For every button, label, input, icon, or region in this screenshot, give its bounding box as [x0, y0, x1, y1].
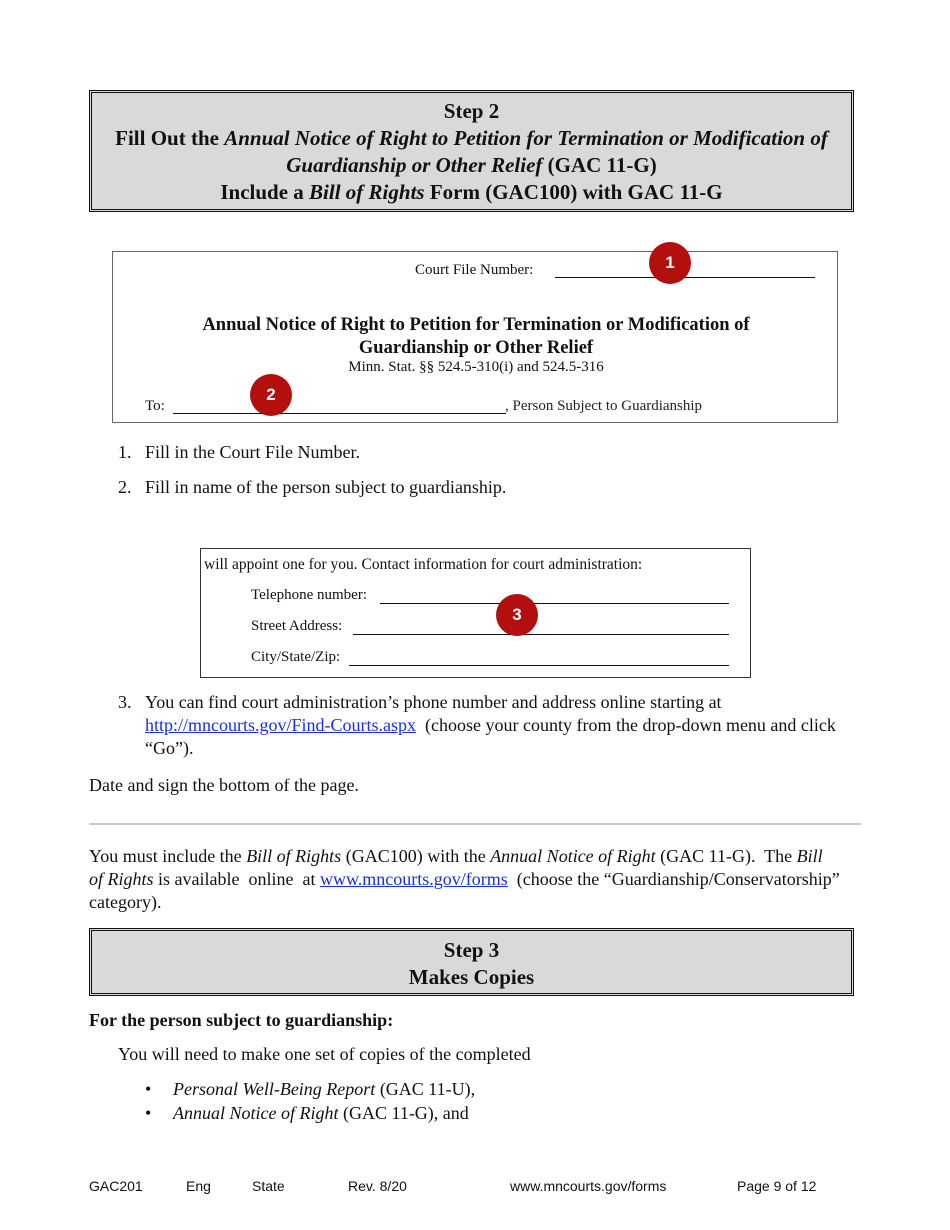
form-title [113, 314, 839, 360]
instruction-2-num: 2. [118, 477, 132, 497]
copies-intro: You will need to make one set of copies of the completed [118, 1044, 531, 1064]
bill-para-t3: (GAC 11-G). The [655, 846, 797, 866]
instruction-2-text: Fill in name of the person subject to guardianship. [145, 477, 507, 497]
step3-subtitle: Makes Copies [408, 965, 535, 989]
bill-para-t2: (GAC100) with the [341, 846, 491, 866]
step3-header [89, 928, 854, 996]
step2-form-name-cont: Guardianship or Other Relief [286, 153, 543, 177]
bill-para-i3: Bill [796, 846, 823, 866]
footer-scope: State [252, 1178, 285, 1194]
callout-badge-1: 1 [649, 242, 691, 284]
mncourts-forms-link[interactable]: www.mncourts.gov/forms [319, 869, 508, 889]
bill-para-line1 [89, 845, 859, 868]
step2-fill-out-line [92, 125, 851, 152]
step2-form-name: Annual Notice of Right to Petition for Termination or Modification of [224, 126, 828, 150]
to-label: To: [145, 398, 165, 414]
street-address-label: Street Address: [251, 618, 343, 634]
instruction-2 [118, 476, 507, 499]
bill-para-line2 [89, 868, 859, 891]
street-address-field[interactable] [353, 634, 729, 635]
contact-intro-text: will appoint one for you. Contact information for court administration: [204, 556, 643, 573]
instruction-1-text: Fill in the Court File Number. [145, 442, 360, 462]
city-state-zip-field[interactable] [349, 665, 729, 666]
bullet-2-rest: (GAC 11-G), and [338, 1103, 469, 1123]
instruction-1-num: 1. [118, 442, 132, 462]
step2-include-line [92, 179, 851, 206]
form-excerpt-annual-notice [112, 251, 838, 423]
telephone-field[interactable] [380, 603, 729, 604]
step2-header [89, 90, 854, 212]
step2-guardianship-line [92, 152, 851, 179]
date-and-sign: Date and sign the bottom of the page. [89, 775, 359, 795]
form-title-line2: Guardianship or Other Relief [358, 338, 594, 358]
instruction-3-choose: (choose your county from the drop-down menu and click [416, 715, 836, 735]
bill-of-rights-paragraph [89, 845, 859, 914]
instruction-3-text [145, 691, 858, 760]
footer-page-number: Page 9 of 12 [737, 1178, 817, 1194]
person-name-field[interactable] [173, 413, 506, 414]
instruction-3-line3: “Go”). [145, 738, 194, 758]
bullet-dot: • [145, 1079, 152, 1099]
bill-para-i4: of Rights [89, 869, 154, 889]
bill-para-t1: You must include the [89, 846, 247, 866]
form-excerpt-court-contact [200, 548, 751, 678]
step2-fill-prefix: Fill Out the [115, 126, 225, 150]
step2-form-code: (GAC 11-G) [542, 153, 657, 177]
bullet-1-text [173, 1078, 475, 1101]
section-divider [89, 823, 861, 825]
instruction-3-num: 3. [118, 692, 132, 712]
bullet-2-italic: Annual Notice of Right [173, 1103, 339, 1123]
callout-badge-3: 3 [496, 594, 538, 636]
instruction-3 [118, 691, 858, 758]
instruction-1 [118, 441, 360, 464]
bill-para-i1: Bill of Rights [246, 846, 342, 866]
copies-heading: For the person subject to guardianship: [89, 1010, 394, 1030]
bill-para-t4: is available online at [153, 869, 320, 889]
footer-url: www.mncourts.gov/forms [510, 1178, 667, 1194]
bill-para-t5: (choose the “Guardianship/Conservatorship” [507, 869, 840, 889]
footer-language: Eng [186, 1178, 211, 1194]
bullet-dot: • [145, 1103, 152, 1123]
step2-title: Step 2 [443, 99, 500, 123]
step2-include-prefix: Include a [220, 180, 310, 204]
find-courts-link[interactable]: http://mncourts.gov/Find-Courts.aspx [145, 715, 417, 735]
bill-para-line3: category). [89, 892, 162, 912]
instruction-3-line2 [145, 714, 858, 737]
city-state-zip-label: City/State/Zip: [251, 649, 341, 665]
statute-reference: Minn. Stat. §§ 524.5-310(i) and 524.5-316 [348, 359, 604, 375]
person-subject-label: , Person Subject to Guardianship [505, 398, 703, 414]
telephone-label: Telephone number: [251, 587, 367, 603]
bill-para-i2: Annual Notice of Right [490, 846, 656, 866]
bullet-2-text [173, 1102, 469, 1125]
footer-revision: Rev. 8/20 [348, 1178, 407, 1194]
instruction-3-line1: You can find court administration’s phone number and address online starting at [145, 692, 722, 712]
step2-include-suffix: Form (GAC100) with GAC 11-G [424, 180, 723, 204]
form-title-line1: Annual Notice of Right to Petition for Termination or Modification of [202, 315, 750, 335]
bullet-1-rest: (GAC 11-U), [375, 1079, 476, 1099]
court-file-number-label: Court File Number: [415, 262, 534, 278]
step2-bill-of-rights: Bill of Rights [309, 180, 425, 204]
callout-badge-2: 2 [250, 374, 292, 416]
bullet-1-italic: Personal Well-Being Report [173, 1079, 376, 1099]
footer-form-code: GAC201 [89, 1178, 143, 1194]
step3-title: Step 3 [443, 938, 500, 962]
